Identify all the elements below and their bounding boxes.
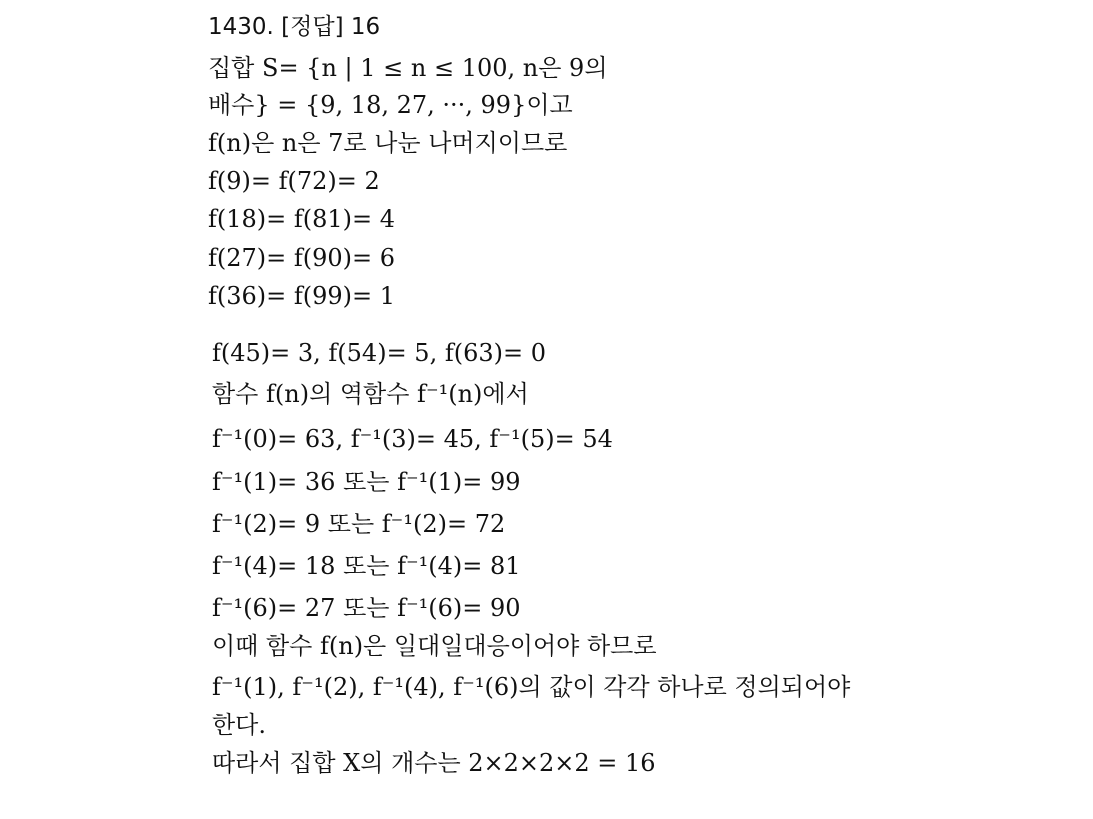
solution-line-1: 집합 S= {n | 1 ≤ n ≤ 100, n은 9의 bbox=[208, 54, 608, 82]
solution-line-7: f(36)= f(99)= 1 bbox=[208, 282, 396, 310]
solution-line-4: f(9)= f(72)= 2 bbox=[208, 167, 380, 195]
solution-line-18: 따라서 집합 X의 개수는 2×2×2×2 = 16 bbox=[212, 749, 656, 777]
solution-line-17: 한다. bbox=[212, 711, 266, 739]
solution-line-3: f(n)은 n은 7로 나눈 나머지이므로 bbox=[208, 129, 568, 157]
solution-line-8: f(45)= 3, f(54)= 5, f(63)= 0 bbox=[212, 339, 546, 367]
answer-label: [정답] bbox=[281, 14, 344, 40]
solution-line-13: f⁻¹(4)= 18 또는 f⁻¹(4)= 81 bbox=[212, 552, 521, 580]
solution-line-11: f⁻¹(1)= 36 또는 f⁻¹(1)= 99 bbox=[212, 468, 521, 496]
solution-line-16: f⁻¹(1), f⁻¹(2), f⁻¹(4), f⁻¹(6)의 값이 각각 하나로 정의되어야 bbox=[212, 673, 851, 701]
solution-line-14: f⁻¹(6)= 27 또는 f⁻¹(6)= 90 bbox=[212, 594, 521, 622]
solution-line-5: f(18)= f(81)= 4 bbox=[208, 205, 396, 233]
solution-line-2: 배수} = {9, 18, 27, ···, 99}이고 bbox=[208, 91, 573, 119]
problem-header bbox=[208, 12, 380, 42]
solution-line-10: f⁻¹(0)= 63, f⁻¹(3)= 45, f⁻¹(5)= 54 bbox=[212, 425, 613, 453]
problem-number: 1430. bbox=[208, 14, 274, 40]
answer-value: 16 bbox=[350, 14, 381, 40]
solution-line-12: f⁻¹(2)= 9 또는 f⁻¹(2)= 72 bbox=[212, 510, 506, 538]
solution-line-15: 이때 함수 f(n)은 일대일대응이어야 하므로 bbox=[212, 632, 657, 660]
solution-line-9: 함수 f(n)의 역함수 f⁻¹(n)에서 bbox=[212, 380, 529, 408]
solution-line-6: f(27)= f(90)= 6 bbox=[208, 244, 396, 272]
